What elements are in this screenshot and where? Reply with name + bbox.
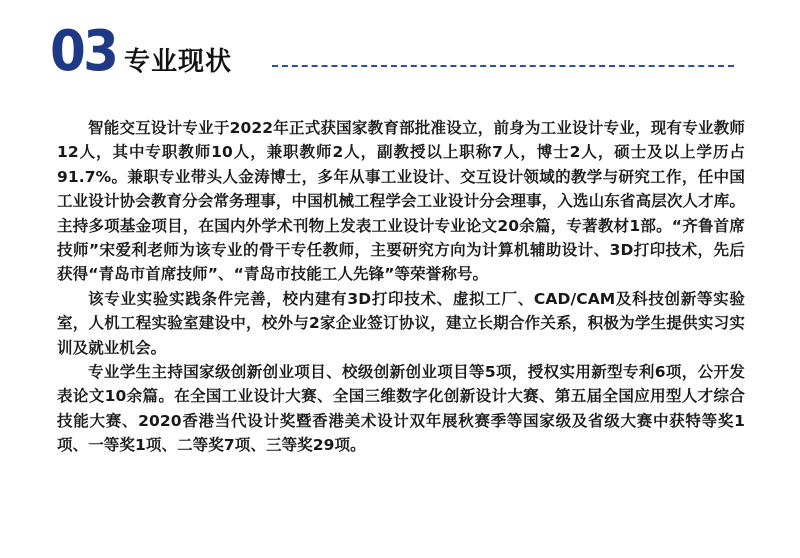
section-title: 专业现状 — [124, 47, 233, 77]
paragraph-faculty: 智能交互设计专业于2022年正式获国家教育部批准设立，前身为工业设计专业，现有专业教师12人，其中专职教师10人，兼职教师2人，副教授以上职称7人，博士2人，硕士及以上学历占91.7%。兼职专业带头人金涛博士，多年从事工业设计、交互设计领域的教学与研究工作，任中国工业设计协会教育分会常务理事，中国机械工程学会工业设计分会理事，入选山东省高层次人才库。主持多项基金项目，在国内外学术刊物上发表工业设计专业论文20余篇，专著教材1部。“齐鲁首席技师”宋爱利老师为该专业的骨干专任教师，主要研究方向为计算机辅助设计、3D打印技术，先后获得“青岛市首席技师”、“青岛市技能工人先锋”等荣誉称号。 — [57, 119, 745, 284]
dashed-divider — [272, 65, 734, 67]
body-text — [57, 116, 745, 458]
paragraph-achievements: 专业学生主持国家级创新创业项目、校级创新创业项目等5项，授权实用新型专利6项，公开发表论文10余篇。在全国工业设计大赛、全国三维数字化创新设计大赛、第五届全国应用型人才综合技能大赛、2020香港当代设计奖暨香港美术设计双年展秋赛季等国家级及省级大赛中获特等奖1项、一等奖1项、二等奖7项、三等奖29项。 — [57, 363, 745, 455]
section-header — [50, 19, 750, 88]
section-number: 03 — [50, 19, 117, 84]
paragraph-facilities: 该专业实验实践条件完善，校内建有3D打印技术、虚拟工厂、CAD/CAM及科技创新等实验室，人机工程实验室建设中，校外与2家企业签订协议，建立长期合作关系，积极为学生提供实习实训及就业机会。 — [57, 289, 745, 357]
